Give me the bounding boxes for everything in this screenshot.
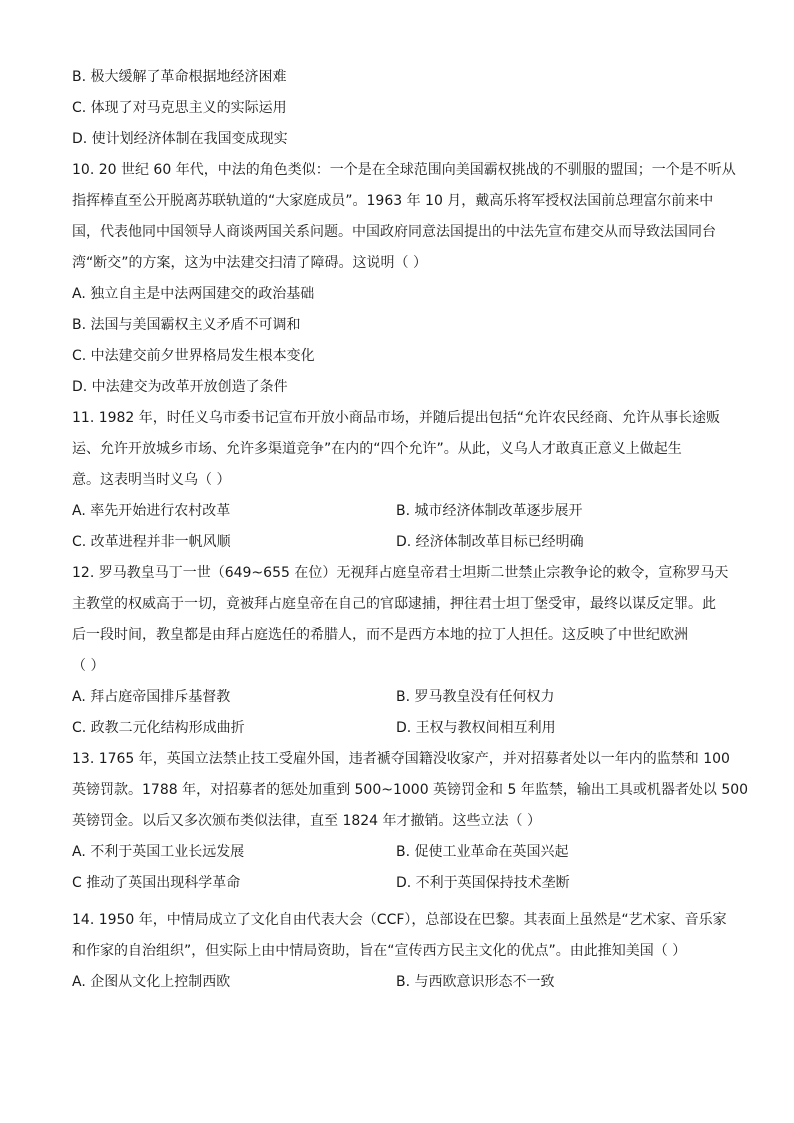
q12-option-b: B. 罗马教皇没有任何权力: [396, 689, 555, 705]
q10-option-a: A. 独立自主是中法两国建交的政治基础: [72, 286, 315, 302]
q13-option-c: C 推动了英国出现科学革命: [72, 875, 241, 891]
q14-stem-line: 14. 1950 年，中情局成立了文化自由代表大会（CCF），总部设在巴黎。其表面上虽然是“艺术家、音乐家: [72, 912, 727, 928]
q13-stem-line: 13. 1765 年，英国立法禁止技工受雇外国，违者褫夺国籍没收家产，并对招募者处以一年内的监禁和 100: [72, 751, 730, 767]
q13-option-d: D. 不利于英国保持技术垄断: [396, 875, 570, 891]
question-12: [72, 558, 729, 744]
q13-option-b: B. 促使工业革命在英国兴起: [396, 844, 569, 860]
q11-options-row: [72, 527, 724, 558]
q11-option-c: C. 改革进程并非一帆风顺: [72, 534, 231, 550]
q14-stem-line: 和作家的自治组织”，但实际上由中情局资助，旨在“宣传西方民主文化的优点”。由此推知美国（ ）: [72, 943, 687, 959]
q10-stem-line: 湾“断交”的方案，这为中法建交扫清了障碍。这说明（ ）: [72, 255, 427, 271]
q12-option-d: D. 王权与教权间相互利用: [396, 720, 556, 736]
q10-option-d: D. 中法建交为改革开放创造了条件: [72, 379, 288, 395]
q9-option-d: D. 使计划经济体制在我国变成现实: [72, 131, 288, 147]
question-11: [72, 403, 724, 558]
q13-options-row: [72, 868, 724, 899]
q12-options-row: [72, 682, 724, 713]
q11-stem-line: 11. 1982 年，时任义乌市委书记宣布开放小商品市场，并随后提出包括“允许农民经商、允许从事长途贩: [72, 410, 721, 426]
q14-options-row: [72, 967, 724, 998]
q13-options-row: [72, 837, 724, 868]
q9-options: [72, 62, 724, 155]
q14-option-b: B. 与西欧意识形态不一致: [396, 974, 555, 990]
q13-option-a: A. 不利于英国工业长远发展: [72, 844, 245, 860]
q12-option-a: A. 拜占庭帝国排斥基督教: [72, 689, 231, 705]
q11-option-a: A. 率先开始进行农村改革: [72, 503, 231, 519]
q11-options-row: [72, 496, 724, 527]
q9-option-b: B. 极大缓解了革命根据地经济困难: [72, 69, 287, 85]
question-14: [72, 905, 727, 998]
q11-stem-line: 意。这表明当时义乌（ ）: [72, 472, 231, 488]
q12-stem-line: （ ）: [72, 658, 105, 674]
q10-stem-line: 10. 20 世纪 60 年代，中法的角色类似：一个是在全球范围向美国霸权挑战的不驯服的盟国；一个是不听从: [72, 162, 736, 178]
q12-stem-line: 主教堂的权威高于一切，竟被拜占庭皇帝在自己的官邸逮捕，押往君士坦丁堡受审，最终以谋反定罪。此: [72, 596, 716, 612]
q10-stem-line: 国，代表他同中国领导人商谈两国关系问题。中国政府同意法国提出的中法先宣布建交从而导致法国同台: [72, 224, 716, 240]
q12-stem-line: 12. 罗马教皇马丁一世（649~655 在位）无视拜占庭皇帝君士坦斯二世禁止宗教争论的敕令，宣称罗马天: [72, 565, 729, 581]
q14-option-a: A. 企图从文化上控制西欧: [72, 974, 231, 990]
q12-stem-line: 后一段时间，教皇都是由拜占庭选任的希腊人，而不是西方本地的拉丁人担任。这反映了中世纪欧洲: [72, 627, 688, 643]
q11-option-b: B. 城市经济体制改革逐步展开: [396, 503, 583, 519]
q11-option-d: D. 经济体制改革目标已经明确: [396, 534, 584, 550]
q10-option-b: B. 法国与美国霸权主义矛盾不可调和: [72, 317, 301, 333]
question-10: [72, 155, 736, 403]
q10-stem-line: 指挥棒直至公开脱离苏联轨道的“大家庭成员”。1963 年 10 月，戴高乐将军授权法国前总理富尔前来中: [72, 193, 714, 209]
question-13: [72, 744, 749, 899]
q12-options-row: [72, 713, 724, 744]
q13-stem-line: 英镑罚金。以后又多次颁布类似法律，直至 1824 年才撤销。这些立法（ ）: [72, 813, 541, 829]
exam-page: [72, 62, 749, 998]
q9-option-c: C. 体现了对马克思主义的实际运用: [72, 100, 287, 116]
q13-stem-line: 英镑罚款。1788 年，对招募者的惩处加重到 500~1000 英镑罚金和 5 年监禁，输出工具或机器者处以 500: [72, 782, 749, 798]
q11-stem-line: 运、允许开放城乡市场、允许多渠道竞争”在内的“四个允许”。从此，义乌人才敢真正意义上做起生: [72, 441, 682, 457]
q12-option-c: C. 政教二元化结构形成曲折: [72, 720, 245, 736]
q10-option-c: C. 中法建交前夕世界格局发生根本变化: [72, 348, 315, 364]
